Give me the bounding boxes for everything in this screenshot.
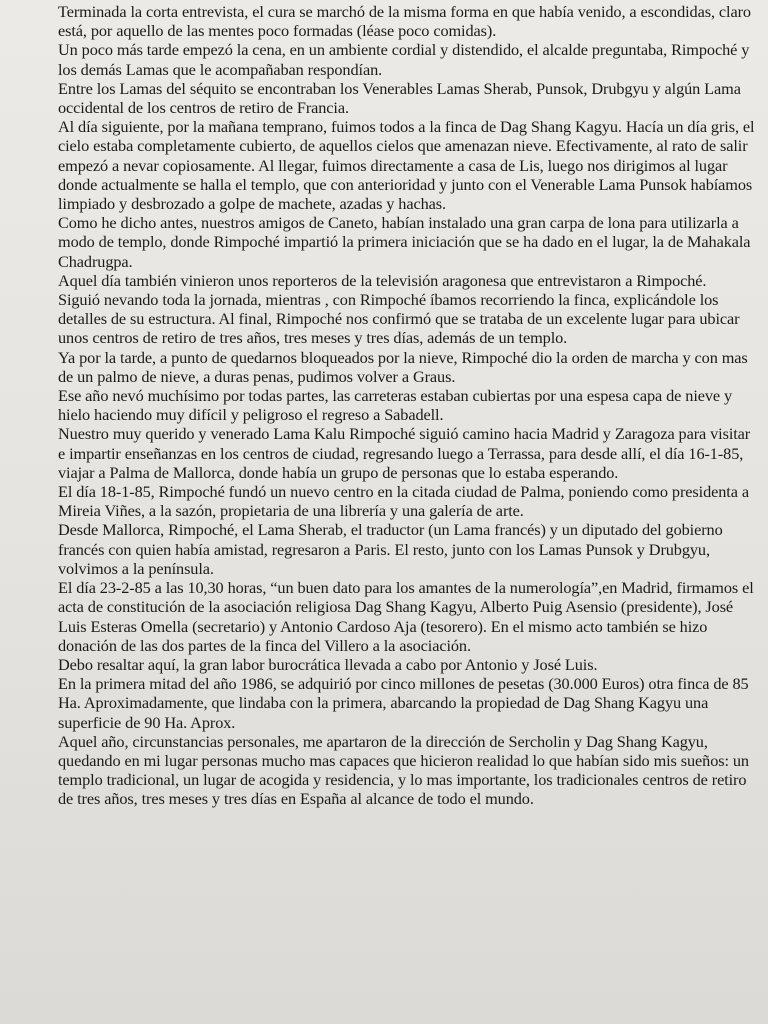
paragraph-mallorca: Desde Mallorca, Rimpoché, el Lama Sherab, el traductor (un Lama francés) y un diputado del gobierno francés con quien había amistad, regresaron a Paris. El resto, junto con los Lamas Punsok y Drubgyu, volvimos a la península. bbox=[58, 520, 723, 578]
paragraph-nevo: Ese año nevó muchísimo por todas partes, las carreteras estaban cubiertas por una espesa capa de nieve y hielo haciendo muy difícil y peligroso el regreso a Sabadell. bbox=[58, 386, 733, 425]
paragraph-palma: El día 18-1-85, Rimpoché fundó un nuevo centro en la citada ciudad de Palma, poniendo como presidenta a Mireia Viñes, a la sazón, propietaria de una librería y una galería de arte. bbox=[58, 482, 749, 521]
paragraph-acta: El día 23-2-85 a las 10,30 horas, “un buen dato para los amantes de la numerología”,en Madrid, firmamos el acta de constitución de la asociación religiosa Dag Shang Kagyu, Alberto Puig Asensio (presidente), José Luis Esteras Omella (secretario) y Antonio Cardoso Aja (tesorero). En el mismo acto también se hizo donación de las dos partes de la finca del Villero a la asociación. bbox=[58, 578, 754, 655]
paragraph-carpa: Como he dicho antes, nuestros amigos de Caneto, habían instalado una gran carpa de lona para utilizarla a modo de templo, donde Rimpoché impartió la primera iniciación que se ha dado en el lugar, la de Mahakala Chadrugpa. bbox=[58, 213, 751, 271]
paragraph-reporteros: Aquel día también vinieron unos reporteros de la televisión aragonesa que entrevistaron a Rimpoché. bbox=[58, 270, 707, 290]
paragraph-sequito: Entre los Lamas del séquito se encontraban los Venerables Lamas Sherab, Punsok, Drubgyu y algún Lama occidental de los centros de retiro de Francia. bbox=[58, 78, 741, 118]
paragraph-entrevista: Terminada la corta entrevista, el cura se marchó de la misma forma en que había venido, a escondidas, claro está, por aquello de las mentes poco formadas (léase poco comidas). bbox=[58, 2, 751, 41]
paragraph-cena: Un poco más tarde empezó la cena, en un ambiente cordial y distendido, el alcalde preguntaba, Rimpoché y los demás Lamas que le acompañaban respondían. bbox=[58, 40, 750, 79]
paragraph-labor: Debo resaltar aquí, la gran labor burocrática llevada a cabo por Antonio y José Luis. bbox=[58, 654, 598, 674]
paragraph-kalu-rimpoche: Nuestro muy querido y venerado Lama Kalu Rimpoché siguió camino hacia Madrid y Zaragoza para visitar e impartir enseñanzas en los centros de ciudad, regresando luego a Terrassa, para desde allí, el día 16-1-85, viajar a Palma de Mallorca, donde había un grupo de personas que lo estaba esperando. bbox=[58, 424, 751, 482]
paragraph-tarde: Ya por la tarde, a punto de quedarnos bloqueados por la nieve, Rimpoché dio la orden de marcha y con mas de un palmo de nieve, a duras penas, pudimos volver a Graus. bbox=[58, 347, 748, 386]
paragraph-aquel-ano: Aquel año, circunstancias personales, me apartaron de la dirección de Sercholin y Dag Shang Kagyu, quedando en mi lugar personas mucho mas capaces que hicieron realidad lo que habían sido mis sueños: un templo tradicional, un lugar de acogida y residencia, y lo mas importante, los tradicionales centros de retiro de tres años, tres meses y tres días en España al alcance de todo el mundo. bbox=[58, 731, 749, 809]
paragraph-dia-siguiente: Al día siguiente, por la mañana temprano, fuimos todos a la finca de Dag Shang Kagyu. Hacía un día gris, el cielo estaba completamente cubierto, de aquellos cielos que amenazan nieve. Efectivamente, al rato de salir empezó a nevar copiosamente. Al llegar, fuimos directamente a casa de Lis, luego nos dirigimos al lugar donde actualmente se halla el templo, que con anterioridad y junto con el Venerable Lama Punsok habíamos limpiado y desbrozado a golpe de machete, azadas y hachas. bbox=[58, 117, 755, 214]
paragraph-nevando: Siguió nevando toda la jornada, mientras , con Rimpoché íbamos recorriendo la finca, explicándole los detalles de su estructura. Al final, Rimpoché nos confirmó que se trataba de un excelente lugar para ubicar unos centros de retiro de tres años, tres meses y tres días, además de un templo. bbox=[58, 290, 740, 348]
paragraph-finca-1986: En la primera mitad del año 1986, se adquirió por cinco millones de pesetas (30.000 Euros) otra finca de 85 Ha. Aproximadamente, que lindaba con la primera, abarcando la propiedad de Dag Shang Kagyu una superficie de 90 Ha. Aprox. bbox=[58, 674, 749, 732]
